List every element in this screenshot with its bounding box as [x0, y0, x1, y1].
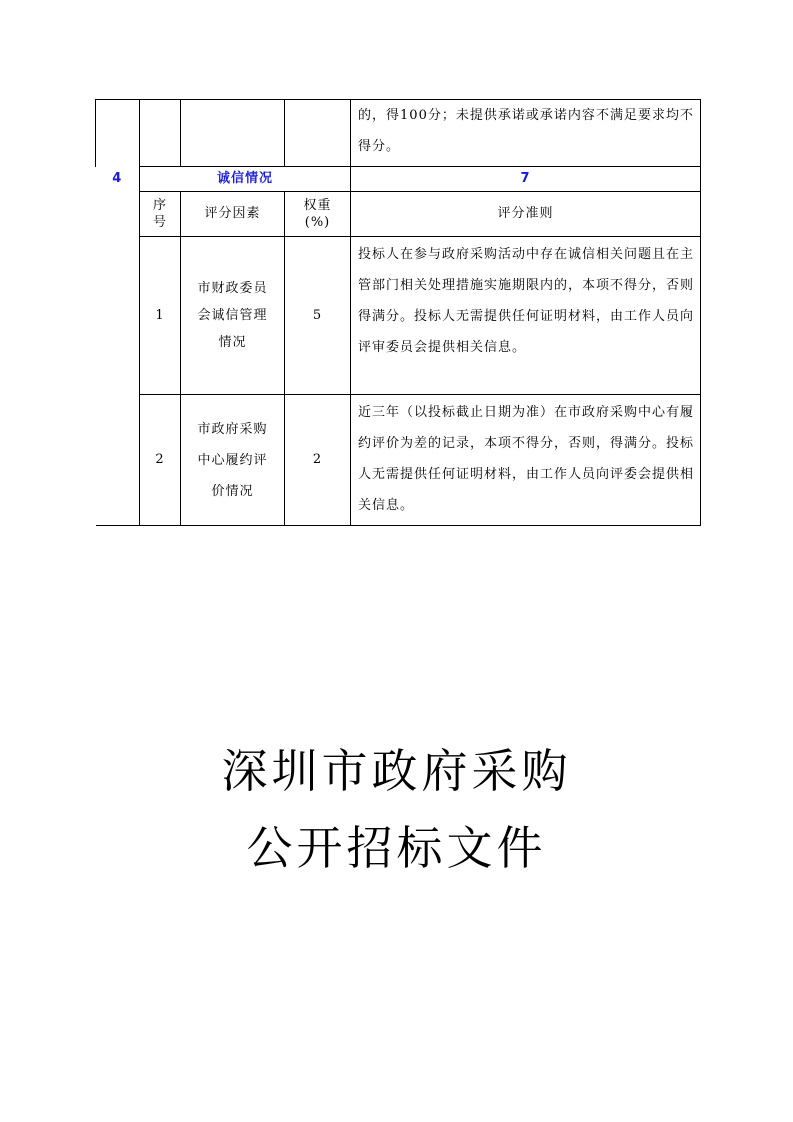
header-seq: 序号: [140, 192, 181, 237]
row-weight: 5: [285, 237, 351, 395]
section-title: 诚信情况: [140, 167, 351, 192]
header-spacer: [96, 192, 140, 237]
row-rule: 投标人在参与政府采购活动中存在诚信相关问题且在主管部门相关处理措施实施期限内的，本项不得分，否则得满分。投标人无需提供任何证明材料，由工作人员向评审委员会提供相关信息。: [351, 237, 701, 395]
continued-rule-text: 的，得100分；未提供承诺或承诺内容不满足要求均不得分。: [351, 100, 701, 167]
section-total: 7: [351, 167, 701, 192]
continued-cell-weight: [285, 100, 351, 167]
row-seq: 1: [140, 237, 181, 395]
continued-cell-seq: [140, 100, 181, 167]
continued-cell-number: [96, 100, 140, 167]
section-row: [96, 167, 701, 192]
row-factor: 市政府采购中心履约评价情况: [181, 395, 285, 526]
table-row: [96, 395, 701, 526]
header-row: [96, 192, 701, 237]
cover-title-line1: 深圳市政府采购: [221, 744, 572, 798]
row-weight: 2: [285, 395, 351, 526]
continued-cell-factor: [181, 100, 285, 167]
section-number: 4: [96, 167, 140, 192]
row-rule: 近三年（以投标截止日期为准）在市政府采购中心有履约评价为差的记录，本项不得分，否则，得满分。投标人无需提供任何证明材料，由工作人员向评委会提供相关信息。: [351, 395, 701, 526]
table-row: [96, 237, 701, 395]
cover-title-line2: 公开招标文件: [246, 821, 547, 875]
header-weight: 权重(%): [285, 192, 351, 237]
row-factor: 市财政委员会诚信管理情况: [181, 237, 285, 395]
scoring-table: [95, 99, 701, 526]
continued-row: [96, 100, 701, 167]
row-spacer: [96, 395, 140, 526]
header-factor: 评分因素: [181, 192, 285, 237]
row-seq: 2: [140, 395, 181, 526]
header-rule: 评分准则: [351, 192, 701, 237]
row-spacer: [96, 237, 140, 395]
